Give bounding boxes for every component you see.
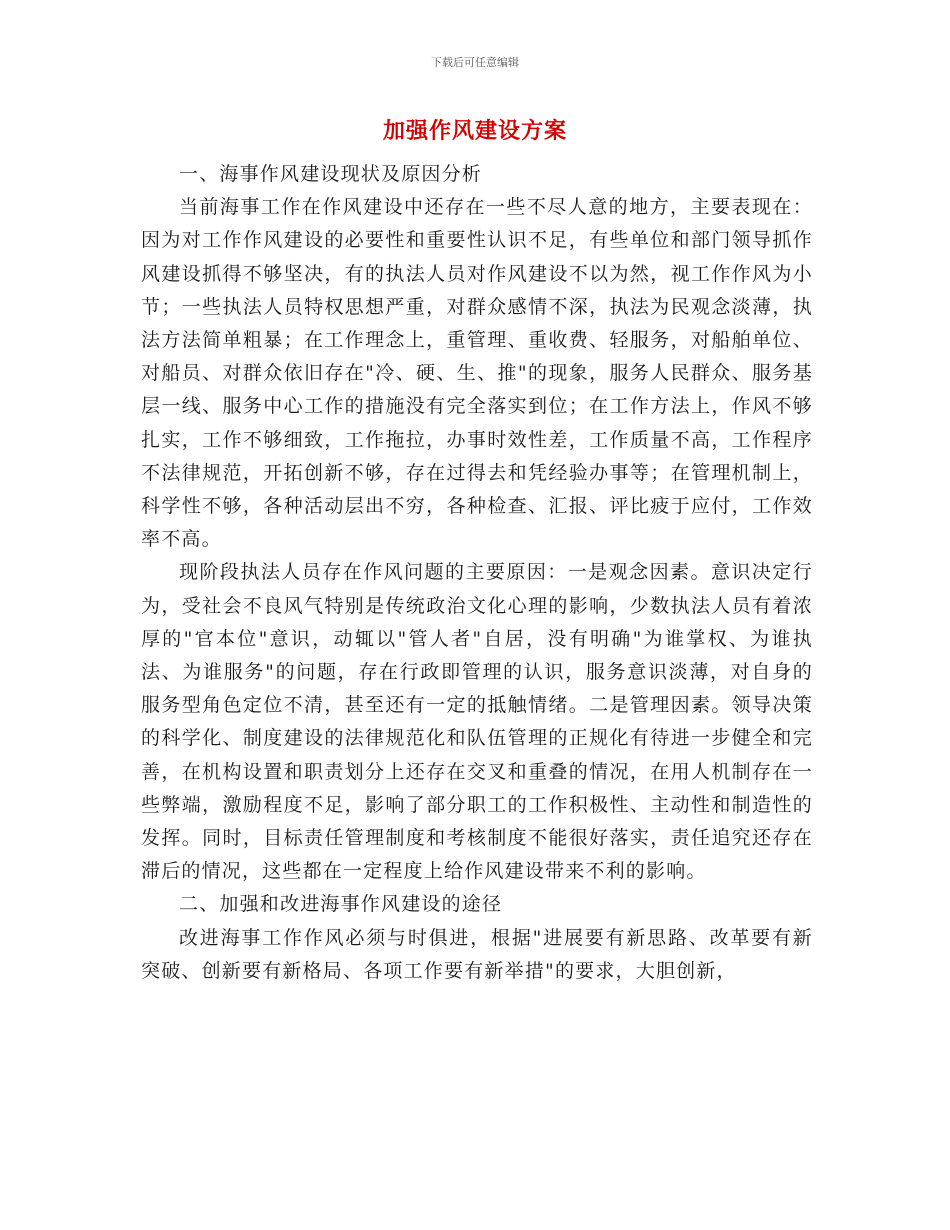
- document-body: [141, 158, 813, 988]
- paragraph-2: 现阶段执法人员存在作风问题的主要原因：一是观念因素。意识决定行为，受社会不良风气特别是传统政治文化心理的影响，少数执法人员有着浓厚的"官本位"意识，动辄以"管人者"自居，没有明确"为谁掌权、为谁执法、为谁服务"的问题，存在行政即管理的认识，服务意识淡薄，对自身的服务型角色定位不清，甚至还有一定的抵触情绪。二是管理因素。领导决策的科学化、制度建设的法律规范化和队伍管理的正规化有待进一步健全和完善，在机构设置和职责划分上还存在交叉和重叠的情况，在用人机制存在一些弊端，激励程度不足，影响了部分职工的工作积极性、主动性和制造性的发挥。同时，目标责任管理制度和考核制度不能很好落实，责任追究还存在滞后的情况，这些都在一定程度上给作风建设带来不利的影响。: [141, 561, 813, 883]
- section-heading-1: 一、海事作风建设现状及原因分析: [179, 163, 483, 185]
- paragraph-3: 改进海事工作作风必须与时俱进，根据"进展要有新思路、改革要有新突破、创新要有新格局、各项工作要有新举措"的要求，大胆创新，: [141, 926, 813, 982]
- header-note: 下载后可任意编辑: [431, 56, 519, 69]
- section-heading-2: 二、加强和改进海事作风建设的途径: [179, 893, 503, 916]
- document-title: 加强作风建设方案: [382, 119, 567, 144]
- paragraph-1: 当前海事工作在作风建设中还存在一些不尽人意的地方，主要表现在：因为对工作作风建设的必要性和重要性认识不足，有些单位和部门领导抓作风建设抓得不够坚决，有的执法人员对作风建设不以为然，视工作作风为小节；一些执法人员特权思想严重，对群众感情不深，执法为民观念淡薄，执法方法简单粗暴；在工作理念上，重管理、重收费、轻服务，对船舶单位、对船员、对群众依旧存在"冷、硬、生、推"的现象，服务人民群众、服务基层一线、服务中心工作的措施没有完全落实到位；在工作方法上，作风不够扎实，工作不够细致，工作拖拉，办事时效性差，工作质量不高，工作程序不法律规范，开拓创新不够，存在过得去和凭经验办事等；在管理机制上，科学性不够，各种活动层出不穷，各种检查、汇报、评比疲于应付，工作效率不高。: [141, 196, 813, 551]
